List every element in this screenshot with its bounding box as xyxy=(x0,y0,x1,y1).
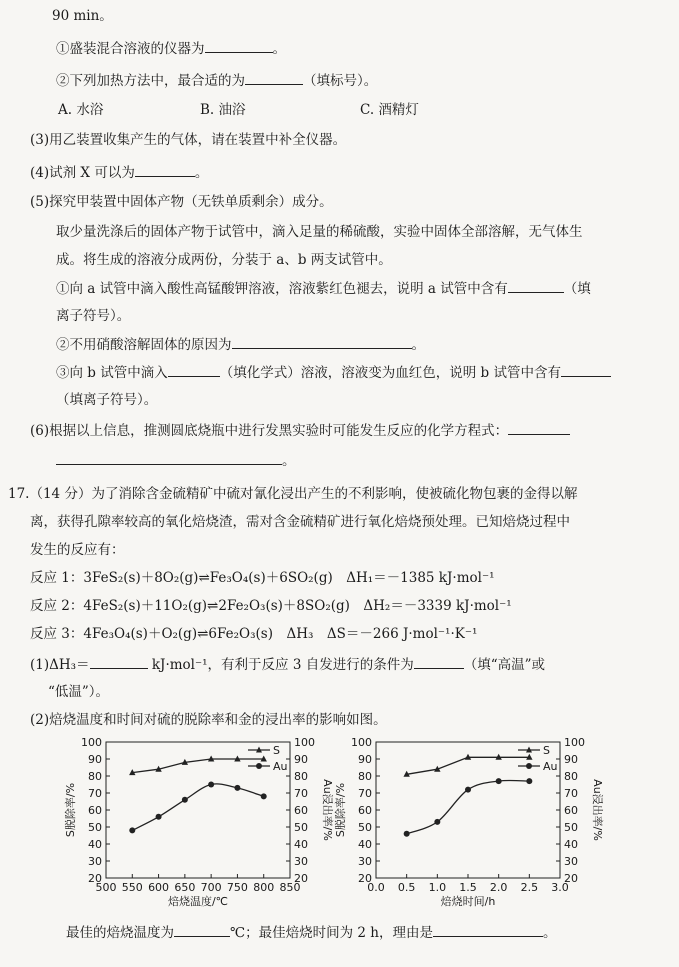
y2-tick-label: 30 xyxy=(294,855,308,868)
data-point-Au xyxy=(234,785,240,791)
answer-blank[interactable] xyxy=(135,162,195,177)
y2-tick-label: 70 xyxy=(564,787,578,800)
y2-tick-label: 80 xyxy=(294,770,308,783)
x-tick-label: 2.5 xyxy=(520,881,539,894)
question-line: 。 xyxy=(56,450,296,471)
data-point-Au xyxy=(129,827,135,833)
x-tick-label: 0.5 xyxy=(397,881,416,894)
y-tick-label: 60 xyxy=(88,804,102,817)
y2-tick-label: 80 xyxy=(564,770,578,783)
text-line: 离子符号）。 xyxy=(56,308,131,324)
series-line-S xyxy=(132,759,263,773)
legend-marker-Au xyxy=(526,763,532,769)
y2-tick-label: 90 xyxy=(294,753,308,766)
x-axis-label: 焙烧时间/h xyxy=(440,895,496,908)
answer-blank[interactable] xyxy=(232,334,412,349)
legend-label-S: S xyxy=(273,744,280,757)
text-line: “低温”）。 xyxy=(48,684,110,700)
answer-blank[interactable] xyxy=(168,362,220,377)
answer-blank[interactable] xyxy=(508,278,564,293)
data-point-Au xyxy=(208,782,214,788)
x-tick-label: 550 xyxy=(121,881,143,894)
answer-blank[interactable] xyxy=(174,922,230,937)
option-b: B. 油浴 xyxy=(200,102,246,118)
answer-blank[interactable] xyxy=(414,654,464,669)
question-line: ②不用硝酸溶解固体的原因为 。 xyxy=(56,334,425,355)
data-point-Au xyxy=(496,778,502,784)
text-line: (5)探究甲装置中固体产物（无铁单质剩余）成分。 xyxy=(30,194,333,210)
y-tick-label: 20 xyxy=(88,872,102,885)
y2-tick-label: 20 xyxy=(294,872,308,885)
y-tick-label: 50 xyxy=(88,821,102,834)
question-line: 最佳的焙烧温度为 ℃；最佳焙烧时间为 2 h，理由是 。 xyxy=(66,922,556,943)
y-tick-label: 80 xyxy=(88,770,102,783)
y2-tick-label: 50 xyxy=(564,821,578,834)
reaction-3: 反应 3：4Fe₃O₄(s)＋O₂(g)⇌6Fe₂O₃(s) ΔH₃ ΔS＝－266 J·mol⁻¹·K⁻¹ xyxy=(30,626,478,642)
x-tick-label: 1.0 xyxy=(428,881,447,894)
legend-marker-Au xyxy=(256,763,262,769)
y2-axis-label: Au浸出率/% xyxy=(591,779,604,841)
question-line: ②下列加热方法中，最合适的为 （填标号）。 xyxy=(56,70,377,91)
y-tick-label: 20 xyxy=(358,872,372,885)
y-tick-label: 100 xyxy=(81,736,102,749)
y2-tick-label: 70 xyxy=(294,787,308,800)
x-tick-label: 700 xyxy=(200,881,222,894)
y2-tick-label: 40 xyxy=(294,838,308,851)
data-point-Au xyxy=(404,831,410,837)
chart-time-svg xyxy=(330,730,620,910)
data-point-Au xyxy=(526,778,532,784)
text-line: 取少量洗涤后的固体产物于试管中，滴入足量的稀硫酸，实验中固体全部溶解，无气体生 xyxy=(56,224,583,240)
text-line: 90 min。 xyxy=(52,8,113,24)
x-tick-label: 800 xyxy=(253,881,275,894)
text-line: 成。将生成的溶液分成两份，分装于 a、b 两支试管中。 xyxy=(56,252,392,268)
x-axis-label: 焙烧温度/℃ xyxy=(167,895,229,908)
series-line-S xyxy=(407,757,530,774)
question-17-header: 17.（14 分）为了消除含金硫精矿中硫对氰化浸出产生的不利影响，使被硫化物包裹的金得以解 xyxy=(8,486,578,502)
option-a: A. 水浴 xyxy=(58,102,104,118)
plot-frame xyxy=(106,742,290,878)
answer-blank[interactable] xyxy=(90,654,148,669)
y-tick-label: 40 xyxy=(88,838,102,851)
question-line: ①盛装混合溶液的仪器为 。 xyxy=(56,38,286,59)
answer-blank[interactable] xyxy=(508,420,570,435)
answer-blank[interactable] xyxy=(561,362,611,377)
question-line: (6)根据以上信息，推测圆底烧瓶中进行发黑实验时可能发生反应的化学方程式： xyxy=(30,420,570,441)
text-line: （填离子符号）。 xyxy=(56,392,158,408)
x-tick-label: 600 xyxy=(148,881,170,894)
y-tick-label: 70 xyxy=(358,787,372,800)
option-c: C. 酒精灯 xyxy=(360,102,419,118)
y-tick-label: 90 xyxy=(358,753,372,766)
chart-time xyxy=(330,730,620,910)
data-point-Au xyxy=(434,819,440,825)
legend-label-Au: Au xyxy=(273,760,288,773)
question-line: (1)ΔH₃＝ kJ·mol⁻¹，有利于反应 3 自发进行的条件为 （填“高温”或 xyxy=(30,654,545,675)
x-tick-label: 1.5 xyxy=(459,881,477,894)
x-tick-label: 500 xyxy=(95,881,117,894)
series-line-Au xyxy=(132,784,263,831)
question-line: (4)试剂 X 可以为 。 xyxy=(30,162,208,183)
x-tick-label: 3.0 xyxy=(551,881,569,894)
y2-tick-label: 50 xyxy=(294,821,308,834)
reaction-1: 反应 1：3FeS₂(s)＋8O₂(g)⇌Fe₃O₄(s)＋6SO₂(g) ΔH₁＝－1385 kJ·mol⁻¹ xyxy=(30,570,495,586)
y-axis-label: S脱除率/% xyxy=(334,782,347,838)
question-line: ①向 a 试管中滴入酸性高锰酸钾溶液，溶液紫红色褪去，说明 a 试管中含有 （填 xyxy=(56,278,591,299)
y-tick-label: 30 xyxy=(88,855,102,868)
y2-tick-label: 90 xyxy=(564,753,578,766)
y-tick-label: 60 xyxy=(358,804,372,817)
y-tick-label: 50 xyxy=(358,821,372,834)
text-line: (2)焙烧温度和时间对硫的脱除率和金的浸出率的影响如图。 xyxy=(30,712,387,728)
legend-label-S: S xyxy=(543,744,550,757)
answer-blank[interactable] xyxy=(205,38,273,53)
x-tick-label: 0.0 xyxy=(367,881,385,894)
answer-blank[interactable] xyxy=(56,450,282,465)
y-tick-label: 90 xyxy=(88,753,102,766)
y2-tick-label: 60 xyxy=(564,804,578,817)
chart-temperature-svg xyxy=(60,730,340,910)
y-tick-label: 40 xyxy=(358,838,372,851)
x-tick-label: 750 xyxy=(226,881,248,894)
y-axis-label: S脱除率/% xyxy=(64,782,77,838)
x-tick-label: 2.0 xyxy=(489,881,508,894)
text-line: 发生的反应有： xyxy=(30,542,125,558)
x-tick-label: 650 xyxy=(174,881,196,894)
plot-frame xyxy=(376,742,560,878)
y-tick-label: 70 xyxy=(88,787,102,800)
y2-tick-label: 20 xyxy=(564,872,578,885)
legend-label-Au: Au xyxy=(543,760,558,773)
data-point-Au xyxy=(261,793,267,799)
text-line: 离，获得孔隙率较高的氧化焙烧渣，需对含金硫精矿进行氧化焙烧预处理。已知焙烧过程中 xyxy=(30,514,570,530)
reaction-2: 反应 2：4FeS₂(s)＋11O₂(g)⇌2Fe₂O₃(s)＋8SO₂(g) ΔH₂＝－3339 kJ·mol⁻¹ xyxy=(30,598,512,614)
y-tick-label: 100 xyxy=(351,736,372,749)
data-point-Au xyxy=(156,814,162,820)
question-line: ③向 b 试管中滴入 （填化学式）溶液，溶液变为血红色，说明 b 试管中含有 xyxy=(56,362,611,383)
y2-tick-label: 100 xyxy=(564,736,585,749)
y2-axis-label: Au浸出率/% xyxy=(321,779,334,841)
x-tick-label: 850 xyxy=(279,881,301,894)
y2-tick-label: 40 xyxy=(564,838,578,851)
text-line: (3)用乙装置收集产生的气体，请在装置中补全仪器。 xyxy=(30,132,347,148)
y-tick-label: 80 xyxy=(358,770,372,783)
answer-blank[interactable] xyxy=(433,922,543,937)
y-tick-label: 30 xyxy=(358,855,372,868)
data-point-Au xyxy=(182,797,188,803)
data-point-Au xyxy=(465,787,471,793)
y2-tick-label: 60 xyxy=(294,804,308,817)
y2-tick-label: 100 xyxy=(294,736,315,749)
chart-temperature xyxy=(60,730,340,910)
answer-blank[interactable] xyxy=(245,70,303,85)
y2-tick-label: 30 xyxy=(564,855,578,868)
